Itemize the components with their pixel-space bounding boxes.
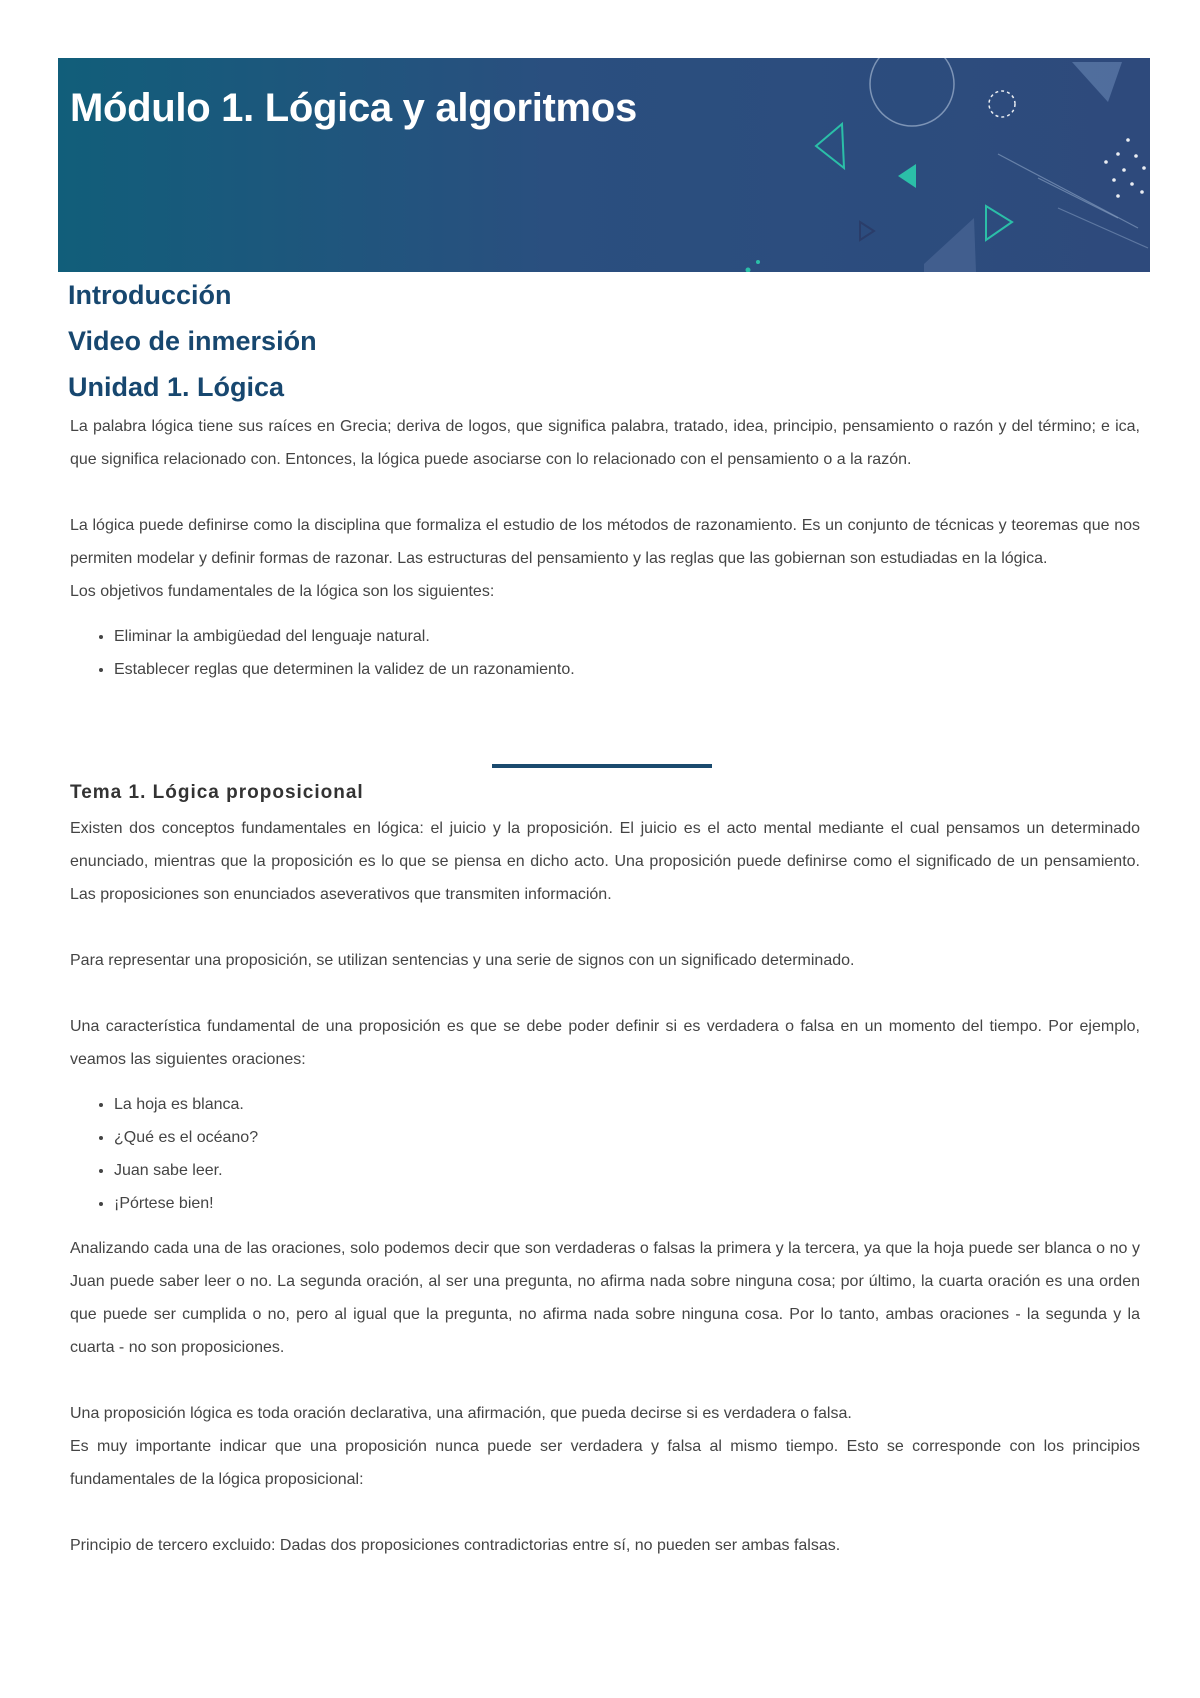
tema-paragraph-7: Principio de tercero excluido: Dadas dos proposiciones contradictorias entre sí, no pueden ser ambas falsas. — [70, 1537, 841, 1554]
unidad-paragraph-3: Los objetivos fundamentales de la lógica son los siguientes: — [70, 583, 495, 600]
list-item: • ¿Qué es el océano? — [114, 1121, 1140, 1154]
tema-paragraph-1: Existen dos conceptos fundamentales en lógica: el juicio y la proposición. El juicio es el acto mental mediante el cual pensamos un determinado enunciado, mientras que la proposición es lo que se piensa en dicho acto. Una proposición puede definirse como el significado de un pensamiento. Las proposiciones son enunciados aseverativos que transmiten información. — [70, 820, 1140, 903]
main-content — [68, 272, 1140, 1562]
unidad-paragraph-2: La lógica puede definirse como la disciplina que formaliza el estudio de los métodos de razonamiento. Es un conjunto de técnicas y teoremas que nos permiten modelar y definir formas de razonar. Las estructuras del pensamiento y las reglas que las gobiernan son estudiadas en la lógica. — [70, 517, 1140, 567]
oraciones-list — [68, 1088, 1140, 1220]
diagonal-line-2 — [1038, 178, 1118, 218]
heading-introduccion[interactable]: Introducción — [68, 280, 232, 310]
unidad-paragraph-1: La palabra lógica tiene sus raíces en Grecia; deriva de logos, que significa palabra, tratado, idea, principio, pensamiento o razón y del término; e ica, que significa relacionado con. Entonces, la lógica puede asociarse con lo relacionado con el pensamiento o a la razón. — [70, 418, 1140, 468]
filled-triangle-teal — [898, 164, 916, 188]
objetivos-list — [68, 620, 1140, 686]
outline-triangle-left — [816, 124, 844, 168]
diagonal-line-3 — [1058, 208, 1148, 248]
list-item: • La hoja es blanca. — [114, 1088, 1140, 1121]
teal-dot-2 — [756, 260, 760, 264]
tema-paragraph-4: Analizando cada una de las oraciones, solo podemos decir que son verdaderas o falsas la primera y la tercera, ya que la hoja puede ser blanca o no y Juan puede saber leer o no. La segunda oración, al ser una pregunta, no afirma nada sobre ninguna cosa; por último, la cuarta oración es una orden que puede ser cumplida o no, pero al igual que la pregunta, no afirma nada sobre ninguna cosa. Por lo tanto, ambas oraciones - la segunda y la cuarta - no son proposiciones. — [70, 1240, 1140, 1356]
large-circle-decoration — [870, 58, 954, 126]
module-banner — [58, 58, 1150, 272]
dot-cluster-decoration — [1104, 138, 1146, 198]
triangle-decoration-bottom — [924, 218, 976, 272]
list-item: • ¡Pórtese bien! — [114, 1187, 1140, 1220]
module-title: Módulo 1. Lógica y algoritmos — [70, 86, 637, 130]
list-item: • Establecer reglas que determinen la validez de un razonamiento. — [114, 653, 1140, 686]
tema-paragraph-6: Es muy importante indicar que una proposición nunca puede ser verdadera y falsa al mismo tiempo. Esto se corresponde con los principios fundamentales de la lógica proposicional: — [70, 1438, 1140, 1488]
tema-paragraph-5: Una proposición lógica es toda oración declarativa, una afirmación, que pueda decirse si es verdadera o falsa. — [70, 1405, 852, 1422]
list-item: • Eliminar la ambigüedad del lenguaje natural. — [114, 620, 1140, 653]
tema-1-title: Tema 1. Lógica proposicional — [70, 782, 364, 803]
small-dark-triangle — [860, 222, 874, 240]
triangle-decoration-top — [1072, 62, 1122, 102]
dashed-circle-decoration — [989, 91, 1015, 117]
list-item: • Juan sabe leer. — [114, 1154, 1140, 1187]
outline-triangle-right — [986, 206, 1012, 240]
tema-paragraph-2: Para representar una proposición, se utilizan sentencias y una serie de signos con un significado determinado. — [70, 952, 855, 969]
tema-paragraph-3: Una característica fundamental de una proposición es que se debe poder definir si es verdadera o falsa en un momento del tiempo. Por ejemplo, veamos las siguientes oraciones: — [70, 1018, 1140, 1068]
heading-video-inmersion[interactable]: Video de inmersión — [68, 326, 317, 356]
heading-unidad-1[interactable]: Unidad 1. Lógica — [68, 372, 285, 402]
section-divider — [492, 764, 712, 768]
